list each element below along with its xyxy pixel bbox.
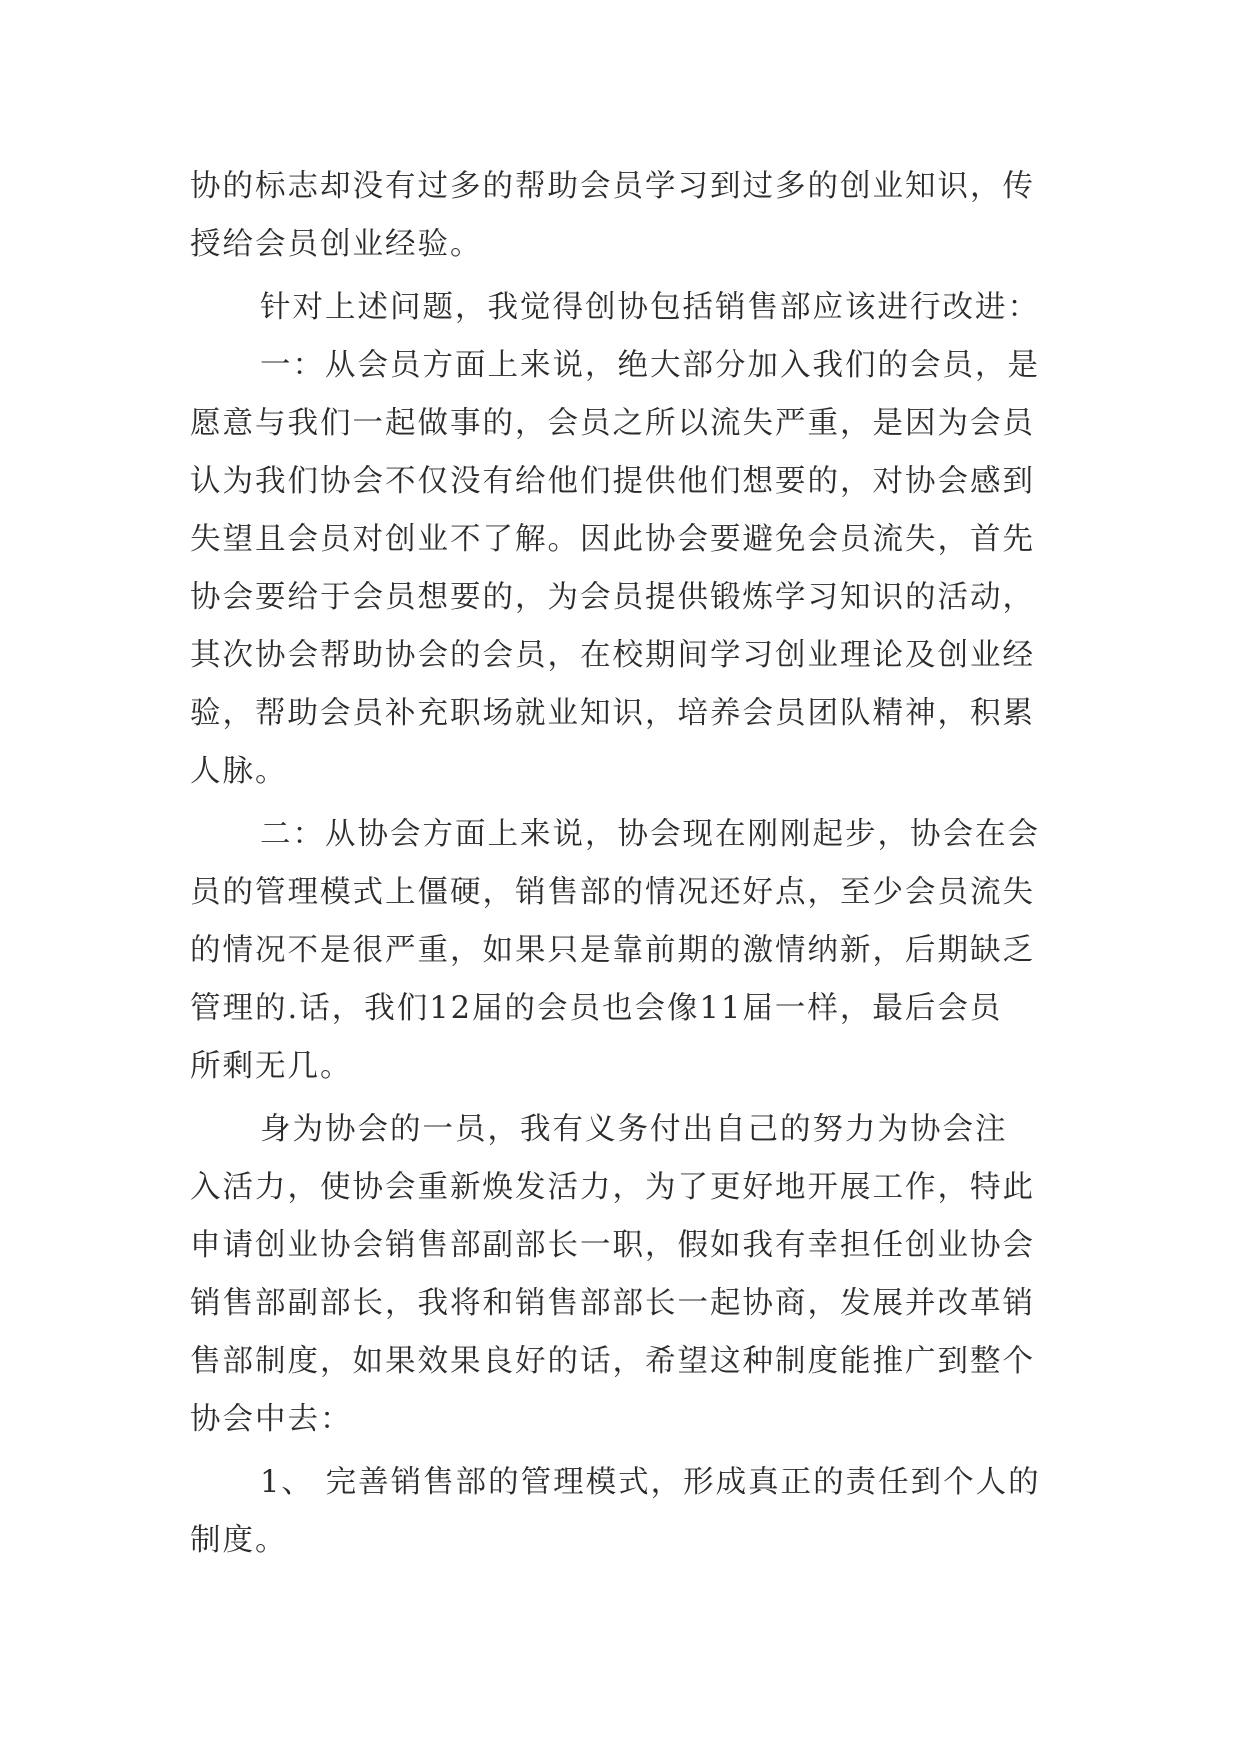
- list-item: 1、 完善销售部的管理模式，形成真正的责任到个人的: [260, 1465, 1041, 1500]
- text-line: 认为我们协会不仅没有给他们提供他们想要的，对协会感到: [190, 464, 1035, 499]
- text-line: 所剩无几。: [190, 1049, 353, 1084]
- text-line: 失望且会员对创业不了解。因此协会要避免会员流失，首先: [190, 522, 1035, 557]
- text-line: 协会中去：: [190, 1402, 353, 1437]
- text-line: 协的标志却没有过多的帮助会员学习到过多的创业知识，传: [190, 169, 1035, 204]
- text-line: 其次协会帮助协会的会员，在校期间学习创业理论及创业经: [190, 638, 1035, 673]
- text-line: 的情况不是很严重，如果只是靠前期的激情纳新，后期缺乏: [190, 933, 1035, 968]
- text-line: 管理的.话，我们12届的会员也会像11届一样，最后会员: [190, 991, 1003, 1026]
- text-line: 入活力，使协会重新焕发活力，为了更好地开展工作，特此: [190, 1170, 1035, 1205]
- text-line: 员的管理模式上僵硬，销售部的情况还好点，至少会员流失: [190, 875, 1035, 910]
- document-body: [190, 158, 1050, 1570]
- text-line: 授给会员创业经验。: [190, 227, 483, 262]
- text-line: 验，帮助会员补充职场就业知识，培养会员团队精神，积累: [190, 696, 1035, 731]
- text-line: 协会要给于会员想要的，为会员提供锻炼学习知识的活动，: [190, 580, 1035, 615]
- text-line: 申请创业协会销售部副部长一职，假如我有幸担任创业协会: [190, 1228, 1035, 1263]
- text-line: 愿意与我们一起做事的，会员之所以流失严重，是因为会员: [190, 406, 1035, 441]
- text-line: 销售部副部长，我将和销售部部长一起协商，发展并改革销: [190, 1286, 1035, 1321]
- paragraph-start: 一：从会员方面上来说，绝大部分加入我们的会员，是: [260, 348, 1040, 383]
- paragraph-start: 针对上述问题，我觉得创协包括销售部应该进行改进：: [260, 290, 1040, 325]
- text-line: 售部制度，如果效果良好的话，希望这种制度能推广到整个: [190, 1344, 1035, 1379]
- paragraph-start: 身为协会的一员，我有义务付出自己的努力为协会注: [260, 1112, 1008, 1147]
- text-line: 制度。: [190, 1523, 288, 1558]
- paragraph-start: 二：从协会方面上来说，协会现在刚刚起步，协会在会: [260, 817, 1040, 852]
- text-line: 人脉。: [190, 754, 288, 789]
